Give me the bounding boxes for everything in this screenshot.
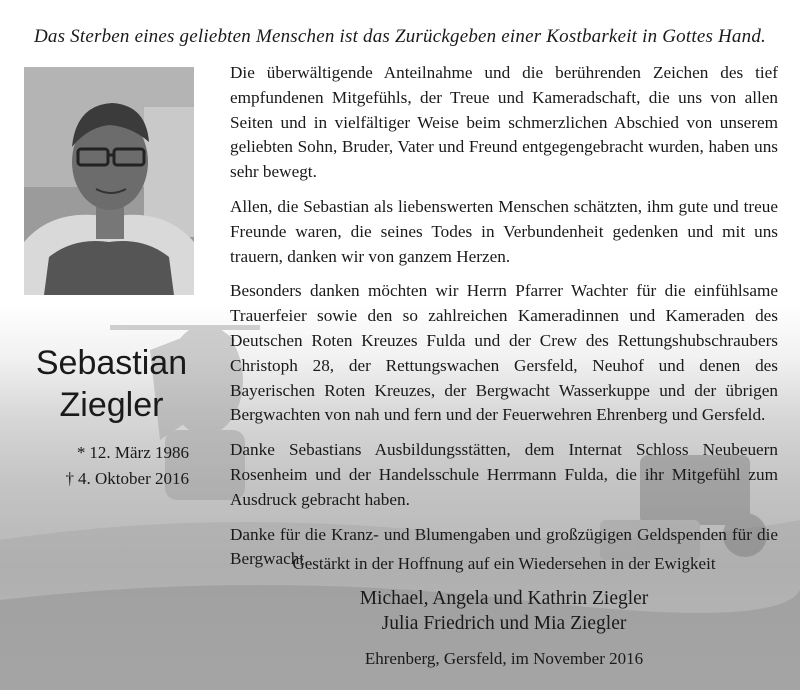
motto-quote: Das Sterben eines geliebten Menschen ist das Zurückgeben einer Kostbarkeit in Gottes Hand. (34, 26, 766, 47)
death-date: 4. Oktober 2016 (78, 469, 189, 488)
cross-icon: † (65, 469, 75, 488)
family-names (230, 586, 778, 636)
closing-line: Gestärkt in der Hoffnung auf ein Wiedersehen in der Ewigkeit (292, 554, 716, 573)
death-line (24, 466, 189, 492)
portrait-photo (24, 67, 194, 295)
life-dates (24, 440, 189, 492)
thank-you-text (230, 61, 778, 582)
family-line: Julia Friedrich und Mia Ziegler (381, 613, 627, 634)
birth-icon: * (76, 443, 86, 462)
birth-date: 12. März 1986 (89, 443, 189, 462)
place-and-date: Ehrenberg, Gersfeld, im November 2016 (364, 649, 644, 668)
paragraph: Allen, die Sebastian als liebenswerten Menschen schätzten, ihm gute und treue Freunde waren, die seines Todes in Verbundenheit gedenken und mit uns trauern, danken wir von ganzem Herzen. (230, 196, 778, 266)
paragraph: Die überwältigende Anteilnahme und die berührenden Zeichen des tief empfundenen Mitgefühls, der Treue und Kameradschaft, die uns von allen Seiten und in vielfältiger Weise beim schmerzlichen Abschied von unserem geliebten Sohn, Bruder, Vater und Freund entgegengebracht wurden, haben uns sehr bewegt. (230, 63, 778, 182)
last-name: Ziegler (59, 386, 164, 424)
deceased-name (24, 342, 199, 426)
paragraph: Danke für die Kranz- und Blumengaben und großzügigen Geldspenden für die Bergwacht. (230, 524, 778, 569)
family-line: Michael, Angela und Kathrin Ziegler (359, 588, 649, 609)
birth-line (24, 440, 189, 466)
paragraph: Danke Sebastians Ausbildungsstätten, dem Internat Schloss Neubeuern Rosenheim und der Handelsschule Herrmann Fulda, die ihr Mitgefühl zum Ausdruck gebracht haben. (230, 440, 778, 509)
paragraph: Besonders danken möchten wir Herrn Pfarrer Wachter für die einfühlsame Trauerfeier sowie den so zahlreichen Kameradinnen und Kameraden des Deutschen Roten Kreuzes Fulda und der Crew des Rettungshubschraubers Christoph 28, der Rettungswachen Gersfeld, Neuhof und denen des Bayerischen Roten Kreuzes, der Bergwacht Wasserkuppe und der übrigen Bergwachten von nah und fern und der Feuerwehren Ehrenberg und Gersfeld. (230, 281, 778, 425)
first-name: Sebastian (35, 344, 188, 382)
